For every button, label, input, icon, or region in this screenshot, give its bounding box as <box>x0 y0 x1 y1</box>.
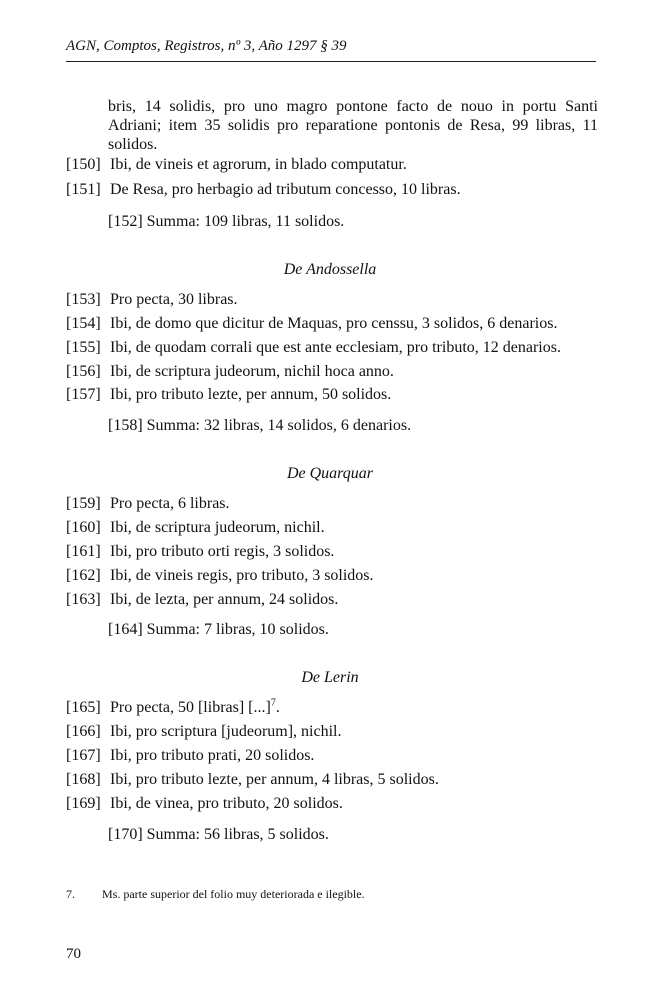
entry-156 <box>66 362 394 382</box>
entry-number: [163] <box>66 591 101 608</box>
entry-161 <box>66 542 334 562</box>
entry-165 <box>66 698 280 718</box>
summa-152: [152] Summa: 109 libras, 11 solidos. <box>108 213 345 230</box>
entry-number: [155] <box>66 339 101 356</box>
continuation-paragraph: bris, 14 solidis, pro uno magro pontone facto de nouo in portu Santi Adriani; item 35 solidis pro reparatione pontonis de Resa, 99 libras, 11 solidos. <box>108 98 598 153</box>
running-head: AGN, Comptos, Registros, nº 3, Año 1297 § 39 <box>66 38 347 54</box>
entry-text: Ibi, pro tributo lezte, per annum, 4 libras, 5 solidos. <box>110 771 439 788</box>
entry-text: Ibi, pro tributo orti regis, 3 solidos. <box>110 543 335 560</box>
entry-number: [162] <box>66 567 101 584</box>
entry-167 <box>66 746 314 766</box>
entry-159 <box>66 494 230 514</box>
entry-155 <box>66 338 561 358</box>
section-heading-andossella: De Andossella <box>283 261 377 278</box>
entry-text: De Resa, pro herbagio ad tributum concesso, 10 libras. <box>110 181 461 198</box>
entry-number: [150] <box>66 156 101 173</box>
footnote-number: 7. <box>66 887 75 901</box>
entry-number: [153] <box>66 291 101 308</box>
entry-169 <box>66 794 343 814</box>
entry-text: Ibi, de quodam corrali que est ante ecclesiam, pro tributo, 12 denarios. <box>110 339 561 356</box>
entry-number: [157] <box>66 386 101 403</box>
summa-158: [158] Summa: 32 libras, 14 solidos, 6 denarios. <box>108 417 412 434</box>
entry-number: [151] <box>66 181 101 198</box>
footnote-text: Ms. parte superior del folio muy deteriorada e ilegible. <box>102 887 365 901</box>
entry-163 <box>66 590 338 610</box>
footnote <box>66 887 365 902</box>
entry-text: Ibi, de vinea, pro tributo, 20 solidos. <box>110 795 343 812</box>
page-number: 70 <box>66 946 81 962</box>
entry-text: Ibi, de vineis regis, pro tributo, 3 solidos. <box>110 567 374 584</box>
entry-text: Pro pecta, 6 libras. <box>110 495 230 512</box>
entry-162 <box>66 566 374 586</box>
summa-164: [164] Summa: 7 libras, 10 solidos. <box>108 621 329 638</box>
entry-number: [156] <box>66 363 101 380</box>
entry-number: [160] <box>66 519 101 536</box>
entry-number: [168] <box>66 771 101 788</box>
entry-text: Ibi, de scriptura judeorum, nichil. <box>110 519 325 536</box>
header-rule <box>66 61 596 62</box>
entry-text: Ibi, pro tributo prati, 20 solidos. <box>110 747 315 764</box>
entry-number: [154] <box>66 315 101 332</box>
summa-170: [170] Summa: 56 libras, 5 solidos. <box>108 826 329 843</box>
entry-text: Ibi, pro scriptura [judeorum], nichil. <box>110 723 342 740</box>
entry-153 <box>66 290 238 310</box>
entry-151 <box>66 180 461 200</box>
section-heading-lerin: De Lerin <box>301 669 359 686</box>
entry-text: Ibi, de scriptura judeorum, nichil hoca anno. <box>110 363 394 380</box>
entry-number: [169] <box>66 795 101 812</box>
entry-text: Ibi, pro tributo lezte, per annum, 50 solidos. <box>110 386 392 403</box>
entry-text: Pro pecta, 30 libras. <box>110 291 238 308</box>
entry-157 <box>66 385 391 405</box>
footnote-reference: 7 <box>270 697 276 709</box>
entry-text: Pro pecta, 50 [libras] [...] <box>110 699 271 716</box>
entry-160 <box>66 518 325 538</box>
entry-number: [166] <box>66 723 101 740</box>
entry-number: [161] <box>66 543 101 560</box>
entry-number: [167] <box>66 747 101 764</box>
entry-166 <box>66 722 342 742</box>
entry-text: Ibi, de domo que dicitur de Maquas, pro censsu, 3 solidos, 6 denarios. <box>110 315 558 332</box>
entry-150 <box>66 155 407 175</box>
entry-text: Ibi, de vineis et agrorum, in blado computatur. <box>110 156 407 173</box>
entry-text: Ibi, de lezta, per annum, 24 solidos. <box>110 591 339 608</box>
entry-text-end: . <box>275 699 280 716</box>
section-heading-quarquar: De Quarquar <box>286 465 374 482</box>
entry-168 <box>66 770 439 790</box>
entry-number: [159] <box>66 495 101 512</box>
entry-number: [165] <box>66 699 101 716</box>
entry-154 <box>66 314 557 334</box>
